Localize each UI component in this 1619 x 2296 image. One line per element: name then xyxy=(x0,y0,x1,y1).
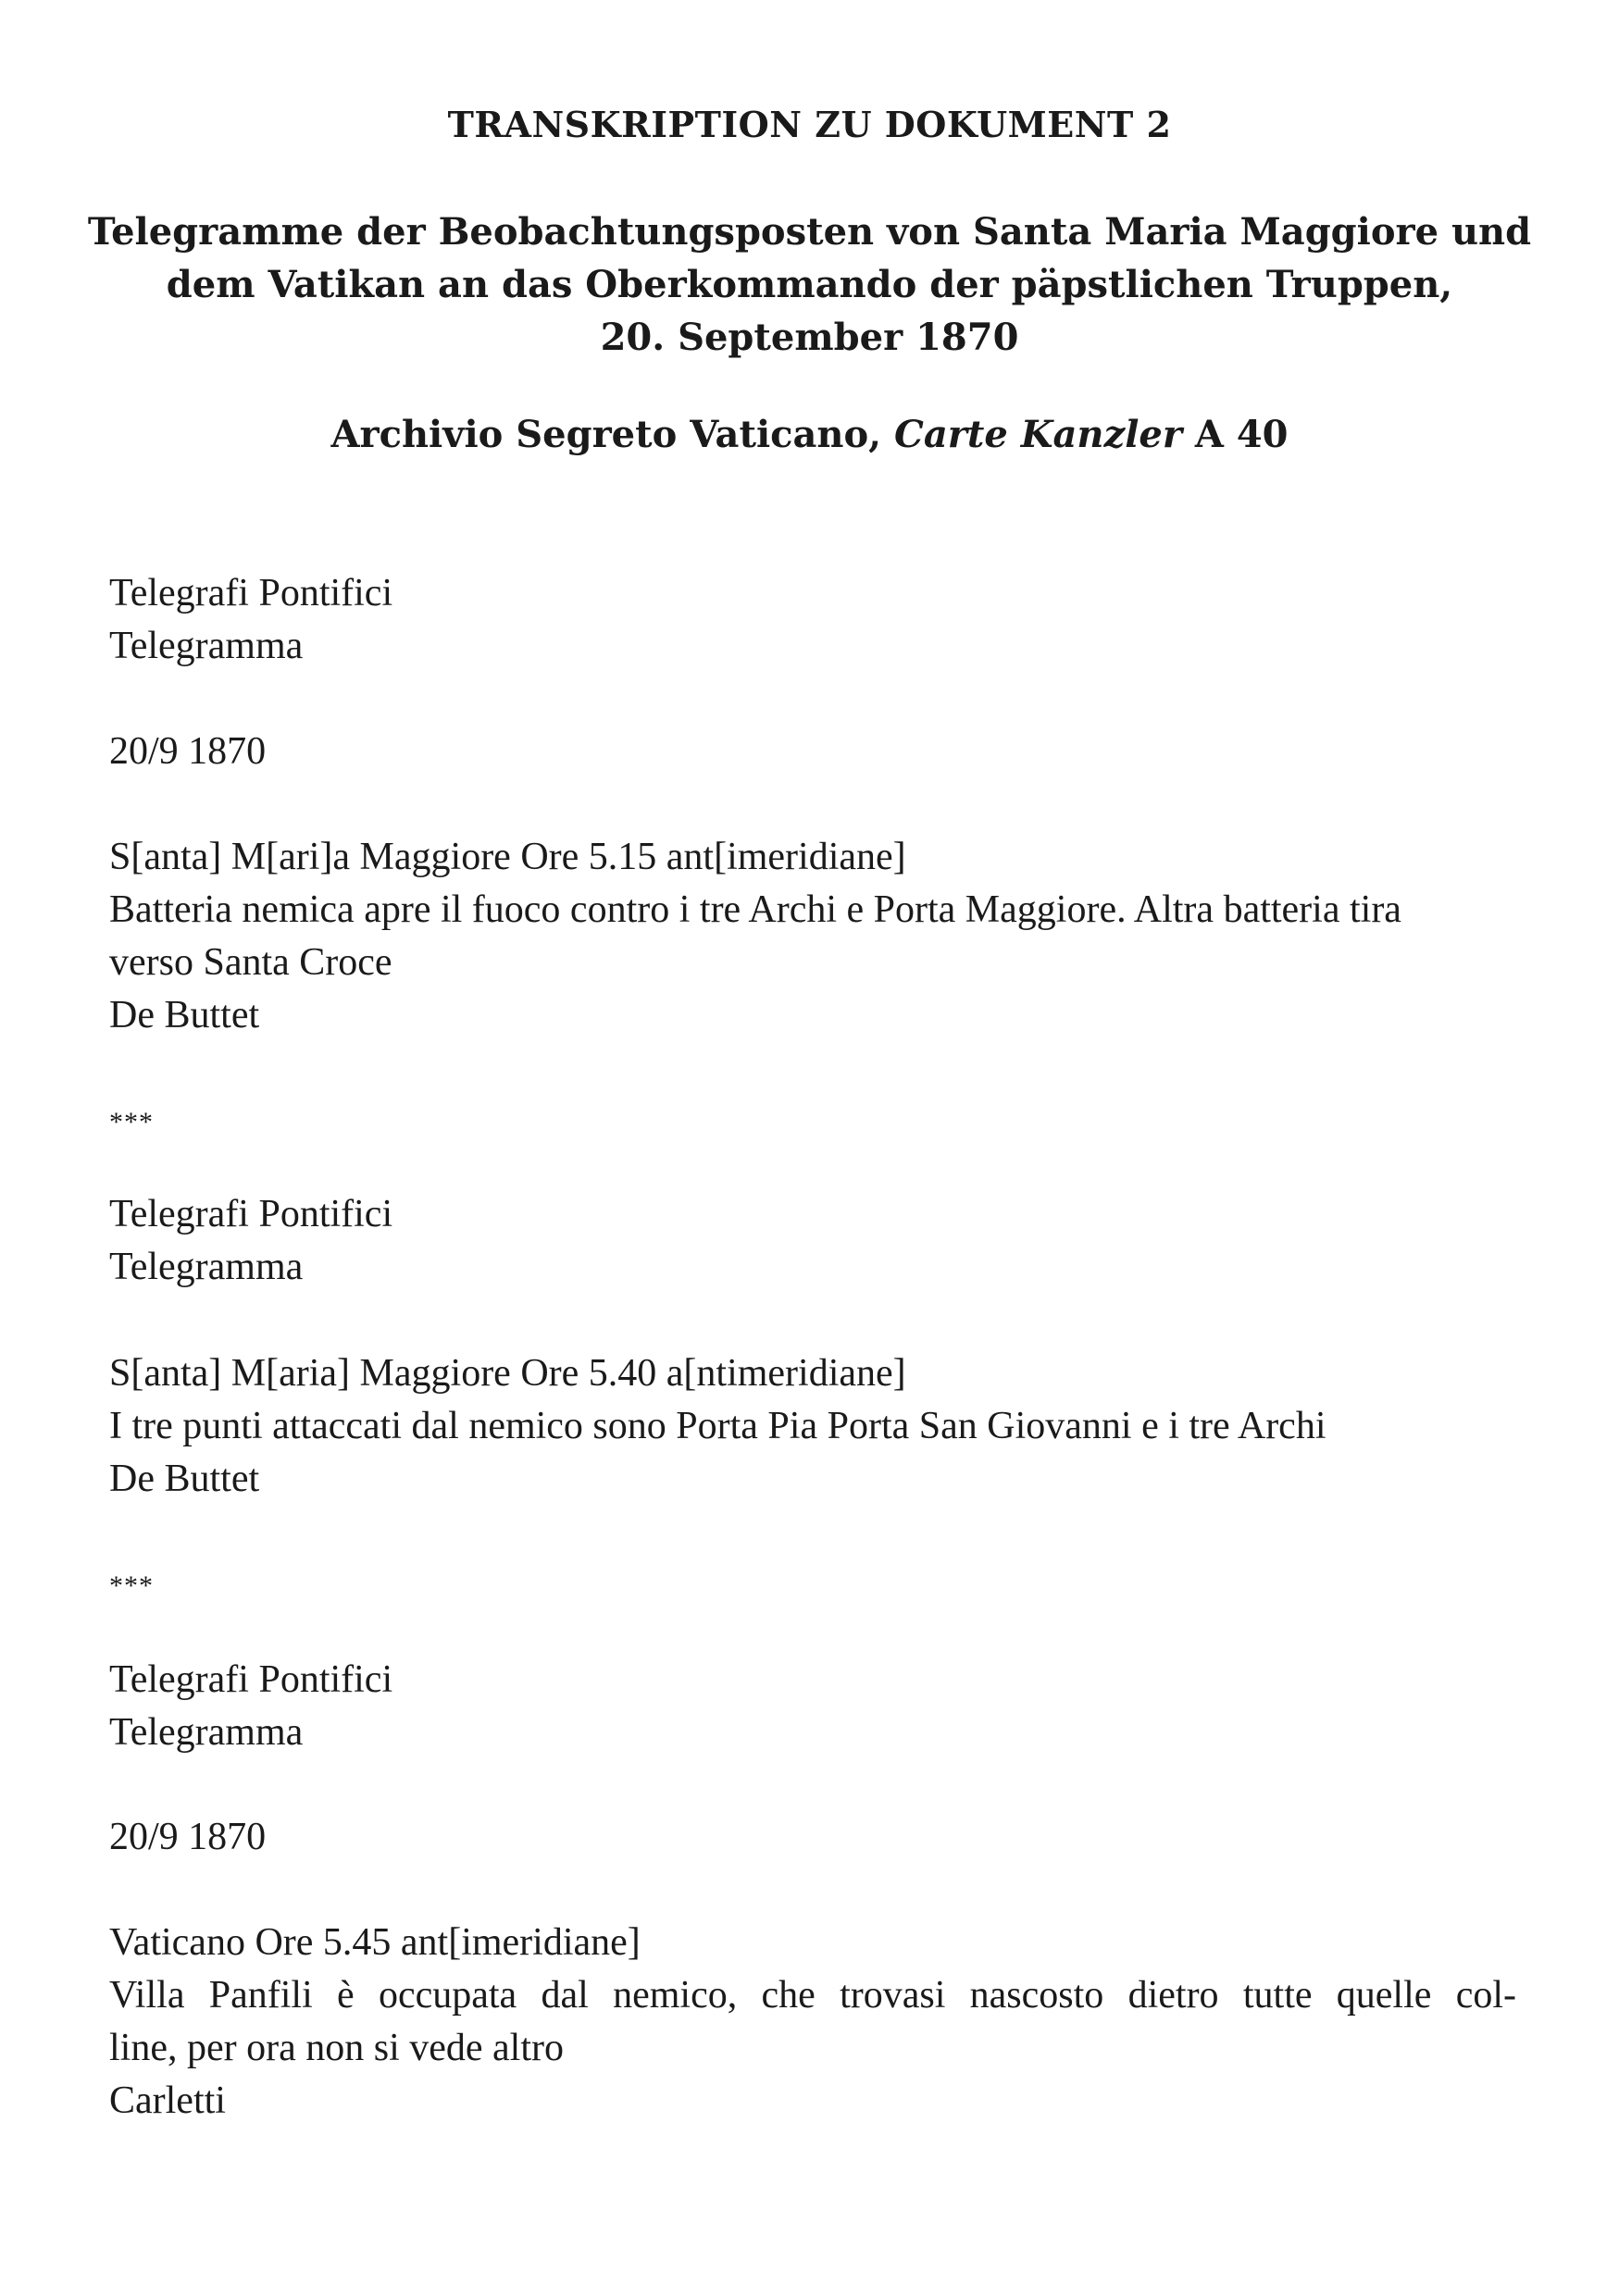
telegram-3-body xyxy=(109,1917,1516,2128)
telegram-1-body xyxy=(109,831,1516,1042)
telegram-kind: Telegramma xyxy=(109,1246,304,1288)
telegram-office: Telegrafi Pontifici xyxy=(109,572,393,614)
telegram-office: Telegrafi Pontifici xyxy=(109,1193,393,1235)
title-line: dem Vatikan an das Oberkommando der päpstlichen Truppen, xyxy=(166,263,1453,306)
telegram-signature: De Buttet xyxy=(109,994,260,1036)
source-prefix: Archivio Segreto Vaticano, xyxy=(330,413,895,456)
source-suffix: A 40 xyxy=(1181,413,1289,456)
title-line: 20. September 1870 xyxy=(600,316,1019,359)
telegram-office: Telegrafi Pontifici xyxy=(109,1658,393,1701)
telegram-message-line: Villa Panfili è occupata dal nemico, che trovasi nascosto dietro tutte quelle col- xyxy=(109,1974,1516,2017)
telegram-kind: Telegramma xyxy=(109,1711,304,1754)
telegram-origin: S[anta] M[ari]a Maggiore Ore 5.15 ant[imeridiane] xyxy=(109,836,906,878)
telegram-2-body xyxy=(109,1347,1516,1506)
telegram-origin: Vaticano Ore 5.45 ant[imeridiane] xyxy=(109,1921,641,1964)
telegram-3 xyxy=(109,1654,1516,1759)
archive-source xyxy=(0,413,1619,456)
telegram-message-line: Batteria nemica apre il fuoco contro i tre Archi e Porta Maggiore. Altra batteria tira xyxy=(109,888,1401,931)
separator: *** xyxy=(109,1570,154,1601)
telegram-message-line: verso Santa Croce xyxy=(109,941,392,984)
document-label: TRANSKRIPTION ZU DOKUMENT 2 xyxy=(447,104,1172,145)
telegram-3-date-block xyxy=(109,1811,1516,1864)
document-title xyxy=(0,205,1619,364)
telegram-kind: Telegramma xyxy=(109,625,304,667)
telegram-date: 20/9 1870 xyxy=(109,1816,267,1858)
telegram-signature: Carletti xyxy=(109,2079,226,2122)
telegram-origin: S[anta] M[aria] Maggiore Ore 5.40 a[ntimeridiane] xyxy=(109,1352,906,1395)
telegram-signature: De Buttet xyxy=(109,1458,260,1500)
telegram-1 xyxy=(109,567,1516,673)
telegram-message-line: I tre punti attaccati dal nemico sono Porta Pia Porta San Giovanni e i tre Archi xyxy=(109,1405,1326,1447)
telegram-2 xyxy=(109,1188,1516,1294)
telegram-1-date-block xyxy=(109,726,1516,778)
telegram-message-line: line, per ora non si vede altro xyxy=(109,2027,564,2069)
source-collection: Carte Kanzler xyxy=(894,413,1182,456)
separator: *** xyxy=(109,1107,154,1137)
title-line: Telegramme der Beobachtungsposten von Santa Maria Maggiore und xyxy=(87,210,1532,254)
telegram-date: 20/9 1870 xyxy=(109,730,267,773)
